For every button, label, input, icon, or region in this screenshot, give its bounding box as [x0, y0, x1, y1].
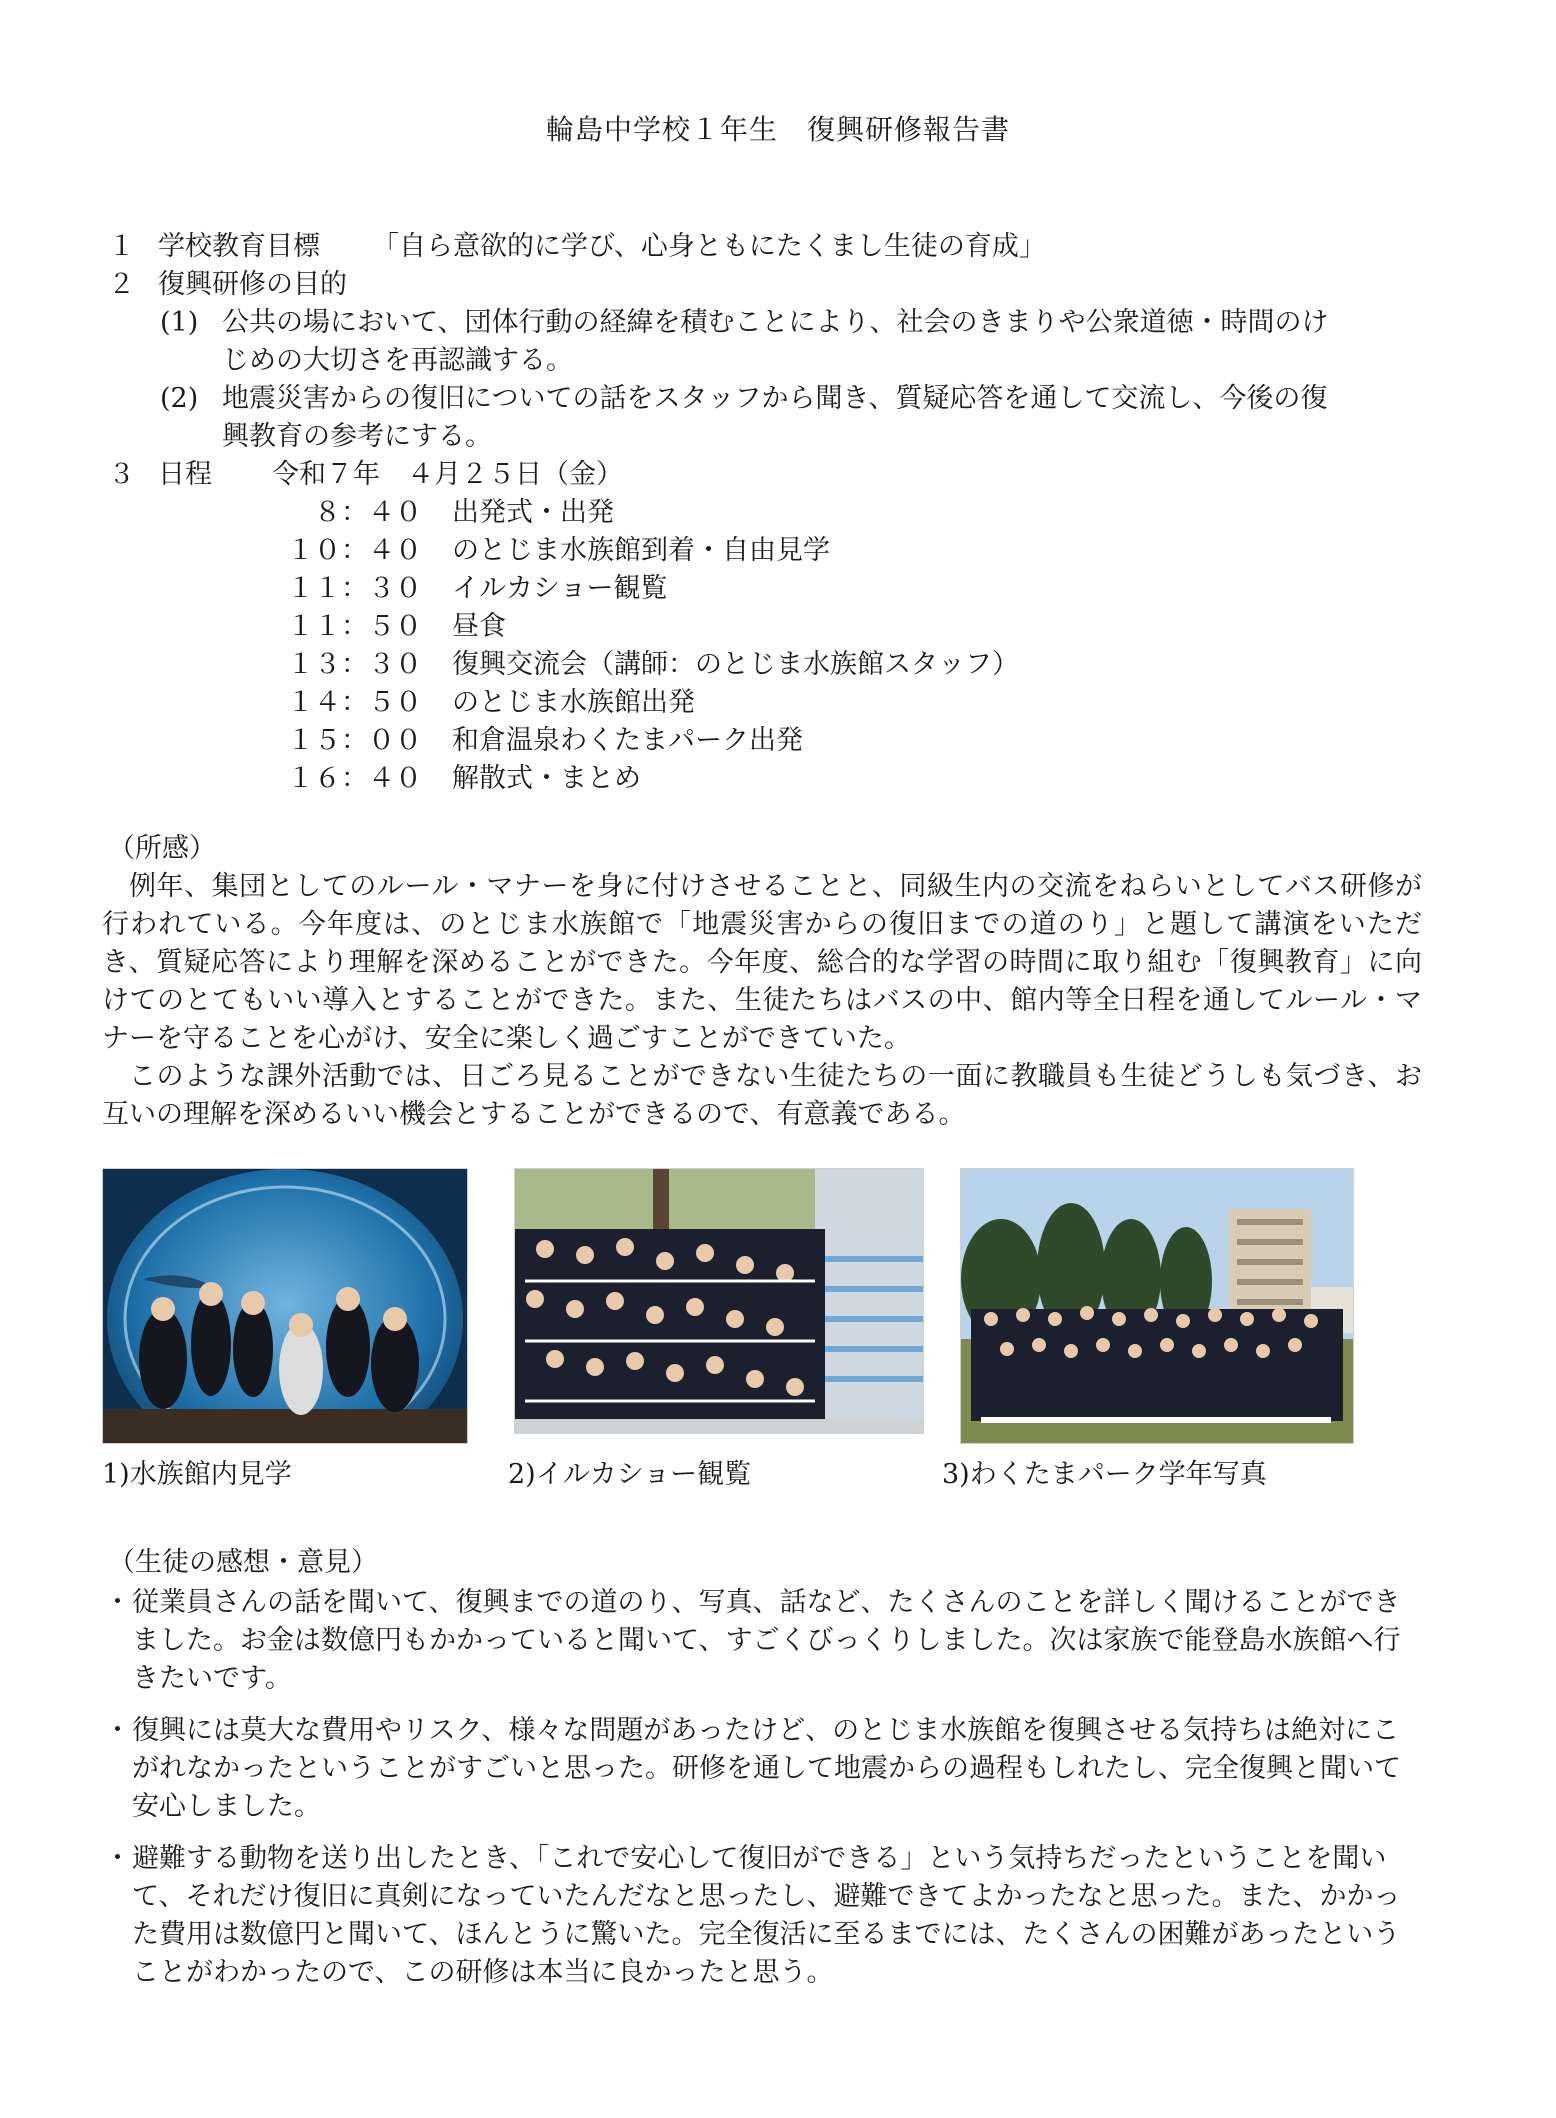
opinion-item: [102, 1584, 1422, 1698]
section-3: [108, 456, 623, 494]
bullet-mark: ・: [104, 1715, 131, 1746]
schedule-event: 出発式・出発: [452, 497, 614, 528]
park-group-photo: [960, 1168, 1354, 1444]
section-2: [108, 266, 347, 304]
photo-caption: 1)水族館内見学: [102, 1459, 292, 1490]
section-2-number: ２: [108, 269, 135, 300]
purpose-marker: (1): [160, 307, 199, 338]
schedule-event: 和倉温泉わくたまパーク出発: [452, 725, 803, 756]
purpose-item-1-cont: じめの大切さを再認識する。: [222, 345, 573, 376]
bullet-mark: ・: [104, 1843, 131, 1874]
opinions-heading: （生徒の感想・意見）: [108, 1547, 378, 1578]
schedule-event: のとじま水族館出発: [452, 687, 695, 718]
schedule-date: 令和７年 ４月２５日（金）: [272, 459, 623, 490]
schedule-time: １６：４０: [287, 763, 422, 794]
opinion-text: 避難する動物を送り出したとき、「これで安心して復旧ができる」という気持ちだったということを聞いて、それだけ復旧に真剣になっていたんだなと思ったし、避難できてよかったなと思った。また、かかった費用は数億円と聞いて、ほんとうに驚いた。完全復活に至るまでには、たくさんの困難があったということがわかったので、この研修は本当に良かったと思う。: [132, 1843, 1401, 1988]
purpose-text-line: 地震災害からの復旧についての話をスタッフから聞き、質疑応答を通して交流し、今後の復: [222, 383, 1328, 414]
section-2-label: 復興研修の目的: [158, 269, 347, 300]
schedule-time: １５：００: [287, 725, 422, 756]
purpose-item-2: [160, 380, 1327, 418]
opinion-item: [102, 1712, 1422, 1826]
schedule-event: 解散式・まとめ: [452, 763, 641, 794]
opinion-item: [102, 1840, 1422, 1992]
section-3-label: 日程: [158, 459, 212, 490]
impressions-heading: （所感）: [108, 833, 216, 864]
impressions-paragraph: 例年、集団としてのルール・マナーを身に付けさせることと、同級生内の交流をねらいとしてバス研修が行われている。今年度は、のとじま水族館で「地震災害からの復旧までの道のり」と題して講演をいただき、質疑応答により理解を深めることができた。今年度、総合的な学習の時間に取り組む「復興教育」に向けてのとてもいい導入とすることができた。また、生徒たちはバスの中、館内等全日程を通してルール・マナーを守ることを心がけ、安全に楽しく過ごすことができていた。: [102, 871, 1422, 1054]
aquarium-tunnel-photo: [102, 1168, 468, 1444]
schedule-time: １１：５０: [287, 611, 422, 642]
section-1-value: 「自ら意欲的に学び、心身ともにたくまし生徒の育成」: [372, 231, 1046, 262]
schedule-time: ８：４０: [314, 497, 422, 528]
opinion-text: 復興には莫大な費用やリスク、様々な問題があったけど、のとじま水族館を復興させる気持ちは絶対にこがれなかったということがすごいと思った。研修を通して地震からの過程もしれたし、完全復興と聞いて安心しました。: [132, 1715, 1401, 1822]
opinion-text: 従業員さんの話を聞いて、復興までの道のり、写真、話など、たくさんのことを詳しく聞けることができました。お金は数億円もかかっていると聞いて、すごくびっくりしました。次は家族で能登島水族館へ行きたいです。: [132, 1587, 1401, 1694]
purpose-text-line: 公共の場において、団体行動の経緯を積むことにより、社会のきまりや公衆道徳・時間のけ: [222, 307, 1329, 338]
dolphin-show-photo: [514, 1168, 924, 1434]
section-1-label: 学校教育目標: [158, 231, 320, 262]
schedule-event: のとじま水族館到着・自由見学: [452, 535, 830, 566]
schedule-time: １３：３０: [287, 649, 422, 680]
page-title: 輪島中学校１年生 復興研修報告書: [545, 113, 1010, 146]
schedule-time: １１：３０: [287, 573, 422, 604]
schedule-time: １０：４０: [287, 535, 422, 566]
purpose-item-1: [160, 304, 1328, 342]
section-1-number: １: [108, 231, 135, 262]
schedule-time: １４：５０: [287, 687, 422, 718]
impressions-paragraph: このような課外活動では、日ごろ見ることができない生徒たちの一面に教職員も生徒どうしも気づき、お互いの理解を深めるいい機会とすることができるので、有意義である。: [102, 1061, 1422, 1130]
schedule-event: イルカショー観覧: [452, 573, 668, 604]
impressions-body: [102, 868, 1422, 1134]
purpose-item-2-cont: 興教育の参考にする。: [222, 421, 492, 452]
bullet-mark: ・: [104, 1587, 131, 1618]
schedule-event: 昼食: [452, 611, 506, 642]
purpose-marker: (2): [160, 383, 199, 414]
photo-caption: 3)わくたまパーク学年写真: [942, 1459, 1267, 1490]
section-3-number: ３: [108, 459, 135, 490]
section-1: [108, 228, 1046, 266]
schedule-event: 復興交流会（講師：のとじま水族館スタッフ）: [452, 649, 1019, 680]
photo-caption: 2)イルカショー観覧: [508, 1459, 752, 1490]
